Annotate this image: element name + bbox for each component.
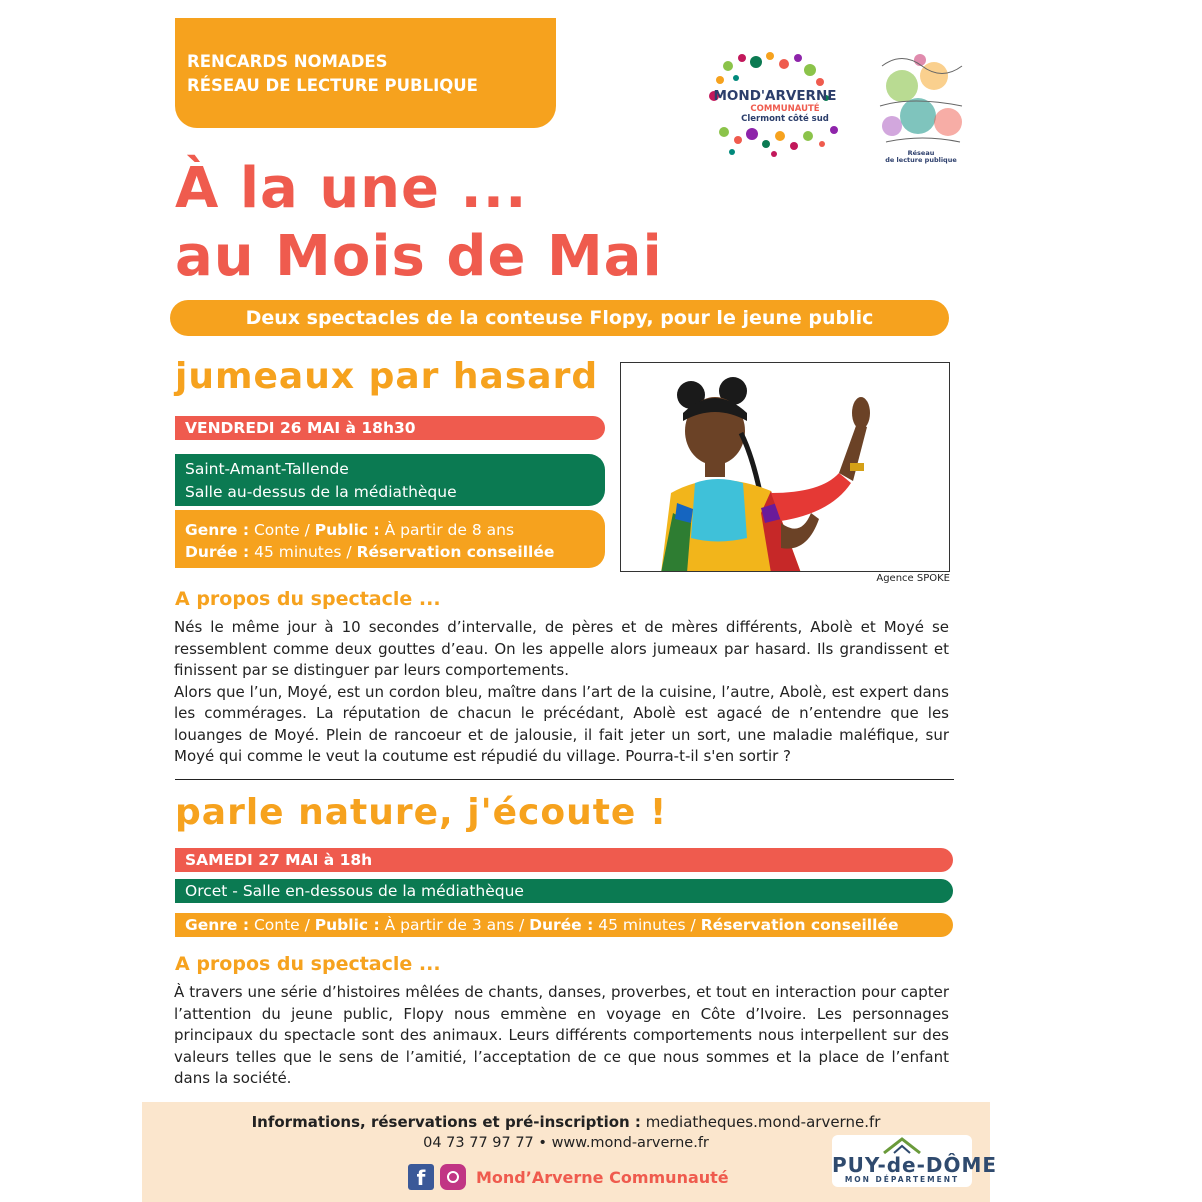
footer-separator: • <box>533 1135 552 1151</box>
footer-info-url[interactable]: mediatheques.mond-arverne.fr <box>640 1113 881 1131</box>
title-line2: au Mois de Mai <box>175 224 663 289</box>
show2-about-text: À travers une série d’histoires mêlées de chants, danses, proverbes, et tout en interaction pour capter l’attention du jeune public, Flopy nous emmène en voyage en Côte d’Ivoire. Les personnages principaux du spectacle sont des animaux. Leurs différents comportements nous interpellent sur des valeurs telles que le sens de l’amitié, l’acceptation de ce que nous sommes et la place de l’enfant dans la société. <box>174 983 949 1087</box>
puy-sub: MON DÉPARTEMENT <box>844 1175 960 1184</box>
footer-info-label: Informations, réservations et pré-inscription : <box>251 1113 641 1131</box>
photo-credit: Agence SPOKE <box>876 573 950 584</box>
reseau-lecture-logo <box>872 46 970 170</box>
show1-about-text <box>174 617 949 768</box>
reading-illustration-icon <box>872 46 970 150</box>
puy-name: PUY-de-DÔME <box>832 1153 998 1177</box>
page-title <box>175 155 663 291</box>
show1-public-label: Public : <box>314 521 380 539</box>
header-line1: RENCARDS NOMADES <box>187 52 388 71</box>
subtitle-bar: Deux spectacles de la conteuse Flopy, pour le jeune public <box>170 300 949 336</box>
show1-location-line2: Salle au-dessus de la médiathèque <box>185 483 457 501</box>
show1-about-heading: A propos du spectacle ... <box>175 588 441 610</box>
show2-location: Orcet - Salle en-dessous de la médiathèque <box>175 879 953 903</box>
mond-arverne-sub2: Clermont côté sud <box>741 114 829 124</box>
social-links <box>408 1162 729 1192</box>
show1-title: jumeaux par hasard <box>175 356 599 397</box>
show1-location-line1: Saint-Amant-Tallende <box>185 460 349 478</box>
show1-info-line2 <box>185 541 605 563</box>
show2-genre-value: Conte / <box>249 916 315 934</box>
show1-reservation: Réservation conseillée <box>356 543 555 561</box>
instagram-icon[interactable] <box>440 1164 466 1190</box>
puy-de-dome-logo <box>832 1135 998 1187</box>
show1-genre-label: Genre : <box>185 521 250 539</box>
facebook-icon[interactable]: f <box>408 1164 434 1190</box>
show1-about-paragraph2: Alors que l’un, Moyé, est un cordon bleu, maître dans l’art de la cuisine, l’autre, Abolè, est expert dans les commérages. La réputation de chacun le précédant, Abolè est agacé de n’entendre que les louanges de Moyé. Plein de rancoeur et de jalousie, il fait jeter un sort, une maladie maléfique, sur Moyé qui comme le veut la coutume est répudié du village. Pourra-t-il s'en sortir ? <box>174 682 949 765</box>
mountain-icon <box>832 1135 972 1155</box>
title-line1: À la une ... <box>175 156 528 221</box>
show1-info <box>175 510 605 568</box>
mond-arverne-sub1: COMMUNAUTÉ <box>750 104 820 114</box>
header-line2: RÉSEAU DE LECTURE PUBLIQUE <box>187 76 478 95</box>
show1-about-paragraph1: Nés le même jour à 10 secondes d’intervalle, de pères et de mères différents, Abolè et Moyé se ressemblent comme deux gouttes d’eau. On les appelle alors jumeaux par hasard. Ils grandissent et finissent par se distinguer par leurs comportements. <box>174 618 949 679</box>
show2-duree-value: 45 minutes / <box>593 916 701 934</box>
show2-date: SAMEDI 27 MAI à 18h <box>175 848 953 872</box>
mond-arverne-logo <box>700 48 850 158</box>
reseau-logo-line2: de lecture publique <box>885 156 957 164</box>
footer-info <box>142 1113 990 1131</box>
storyteller-photo-icon <box>621 363 950 572</box>
section-divider <box>175 779 954 780</box>
reseau-logo-text <box>872 150 970 164</box>
show1-date: VENDREDI 26 MAI à 18h30 <box>175 416 605 440</box>
show2-public-value: À partir de 3 ans / <box>379 916 530 934</box>
footer-phone[interactable]: 04 73 77 97 77 <box>423 1135 534 1151</box>
reseau-logo-line1: Réseau <box>907 149 935 157</box>
show1-info-line1 <box>185 519 605 541</box>
header-tag <box>175 18 556 128</box>
show1-duree-value: 45 minutes / <box>249 543 357 561</box>
social-label[interactable]: Mond’Arverne Communauté <box>476 1167 729 1187</box>
show2-duree-label: Durée : <box>529 916 594 934</box>
show1-public-value: À partir de 8 ans <box>379 521 515 539</box>
show2-info <box>175 913 953 937</box>
show2-genre-label: Genre : <box>185 916 250 934</box>
show2-title: parle nature, j'écoute ! <box>175 792 668 833</box>
show1-duree-label: Durée : <box>185 543 250 561</box>
footer-website[interactable]: www.mond-arverne.fr <box>551 1135 709 1151</box>
show1-photo <box>620 362 950 572</box>
show2-about-heading: A propos du spectacle ... <box>175 953 441 975</box>
show2-public-label: Public : <box>314 916 380 934</box>
show2-reservation: Réservation conseillée <box>700 916 899 934</box>
show1-location <box>175 454 605 506</box>
mond-arverne-name: MOND'ARVERNE <box>713 88 837 104</box>
show1-genre-value: Conte / <box>249 521 315 539</box>
